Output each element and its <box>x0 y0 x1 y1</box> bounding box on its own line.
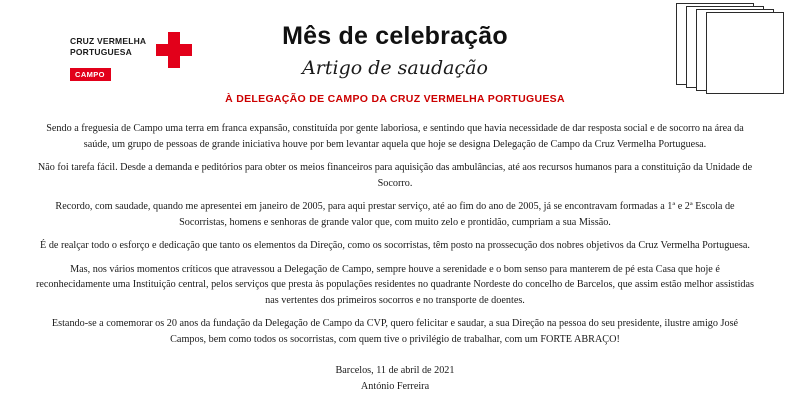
place-and-date: Barcelos, 11 de abril de 2021 <box>335 365 455 376</box>
paragraph: Estando-se a comemorar os 20 anos da fundação da Delegação de Campo da CVP, quero felicitar e saudar, a sua Direção na pessoa do seu presidente, ilustre amigo José Campos, bem como todos os socorristas, com quem tive o privilégio de trabalhar, com um FORTE ABRAÇO! <box>51 318 739 345</box>
author-name: António Ferreira <box>360 381 430 392</box>
logo-badge-campo: CAMPO <box>70 68 111 81</box>
addressee-line: À DELEGAÇÃO DE CAMPO DA CRUZ VERMELHA PORTUGUESA <box>225 93 565 105</box>
page-subtitle: Artigo de saudação <box>302 57 488 79</box>
paragraph: É de realçar todo o esforço e dedicação que tanto os elementos da Direção, como os socorristas, têm posto na prossecução dos nobres objetivos da Cruz Vermelha Portuguesa. <box>40 240 750 251</box>
logo-line-1: CRUZ VERMELHA <box>70 36 147 46</box>
paragraph: Sendo a freguesia de Campo uma terra em franca expansão, constituída por gente laboriosa, e sentindo que havia necessidade de dar resposta social e de socorro na área da saúde, um grupo de pessoas de grande iniciativa houve por bem levantar aquela que hoje se designa Delegação de Campo da Cruz Vermelha Portuguesa. <box>46 123 744 150</box>
page-title: Mês de celebração <box>282 22 508 50</box>
logo-line-2: PORTUGUESA <box>70 47 132 57</box>
paragraph: Mas, nos vários momentos críticos que atravessou a Delegação de Campo, sempre houve a serenidade e o bom senso para manterem de pé esta Casa que hoje é reconhecidamente uma Instituição central, pelos serviços que presta às populações residentes no quadrante Nordeste do concelho de Barcelos, que assim estão melhor assistidas nas vertentes dos primeiros socorros e no transporte de doentes. <box>36 263 754 306</box>
paragraph: Recordo, com saudade, quando me apresentei em janeiro de 2005, para aqui prestar serviço, até ao fim do ano de 2005, já se encontravam formadas a 1ª e 2ª Escola de Socorristas, homens e senhoras de grande valor que, com muito zelo e prontidão, cumpriam a sua Missão. <box>55 201 735 228</box>
paragraph: Não foi tarefa fácil. Desde a demanda e peditórios para obter os meios financeiros para aquisição das ambulâncias, até aos recursos humanos para a constituição da Unidade de Socorro. <box>37 162 753 189</box>
article-text <box>22 121 768 347</box>
signature-block <box>22 363 768 395</box>
